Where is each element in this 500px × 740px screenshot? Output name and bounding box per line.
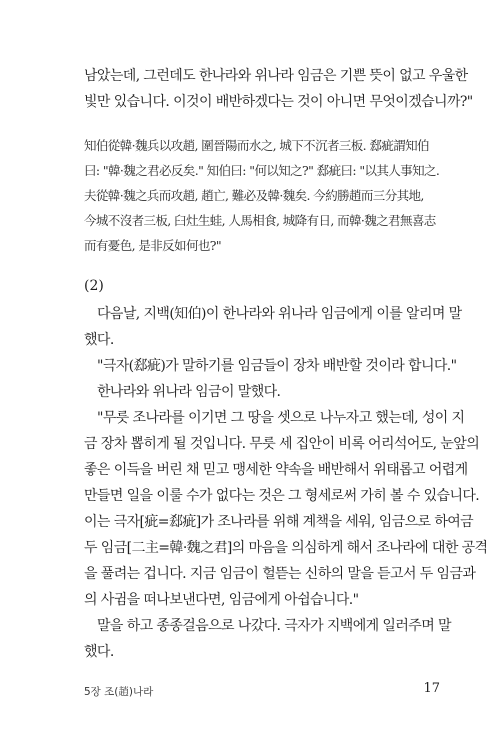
translation-line: "극자(郄疵)가 말하기를 임금들이 장차 배반할 것이라 합니다." (97, 358, 457, 374)
translation-block (84, 301, 488, 665)
translation-line: 금 장차 뽑히게 될 것입니다. 무릇 세 집안이 비록 어리석어도, 눈앞의 (84, 436, 480, 452)
original-line: 而有憂色, 是非反如何也?" (84, 238, 221, 253)
section-number: (2) (84, 278, 104, 294)
running-footer-chapter: 5장 조(趙)나라 (84, 686, 154, 698)
text-line: 빛만 있습니다. 이것이 배반하겠다는 것이 아니면 무엇이겠습니까?" (84, 94, 473, 110)
translation-line: 두 임금[二主=韓·魏之君]의 마음을 의심하게 해서 조나라에 대한 공격 (84, 540, 488, 556)
intro-paragraph (84, 63, 473, 115)
translation-line: 좋은 이득을 버린 채 믿고 맹세한 약속을 배반해서 위태롭고 어렵게 (84, 462, 468, 478)
original-line: 今城不沒者三板, 臼灶生蛙, 人馬相食, 城降有日, 而韓·魏之君無喜志 (84, 213, 436, 228)
translation-line: 만들면 일을 이룰 수가 없다는 것은 그 형세로써 가히 볼 수 있습니다. (84, 488, 480, 504)
translation-line: 이는 극자[疵=郄疵]가 조나라를 위해 계책을 세워, 임금으로 하여금 (84, 514, 474, 530)
original-line: 曰: "韓·魏之君必反矣." 知伯曰: "何以知之?" 郄疵曰: "以其人事知之. (84, 163, 440, 178)
translation-line: 말을 하고 종종걸음으로 나갔다. 극자가 지백에게 일러주며 말 (97, 618, 451, 634)
original-text-block (84, 133, 442, 258)
translation-line: 한나라와 위나라 임금이 말했다. (97, 384, 281, 400)
translation-line: 했다. (84, 644, 114, 660)
translation-line: 했다. (84, 332, 114, 348)
original-line: 夫從韓·魏之兵而攻趙, 趙亡, 難必及韓·魏矣. 今約勝趙而三分其地, (84, 188, 424, 203)
translation-line: 의 사귐을 떠나보낸다면, 임금에게 아쉽습니다." (84, 592, 359, 608)
translation-line: 다음날, 지백(知伯)이 한나라와 위나라 임금에게 이를 알리며 말 (97, 306, 462, 322)
text-line: 남았는데, 그런데도 한나라와 위나라 임금은 기쁜 뜻이 없고 우울한 (84, 68, 468, 84)
translation-line: 을 풀려는 겁니다. 지금 임금이 헐뜯는 신하의 말을 듣고서 두 임금과 (84, 566, 476, 582)
translation-line: "무릇 조나라를 이기면 그 땅을 셋으로 나누자고 했는데, 성이 지 (97, 410, 465, 426)
page-number: 17 (423, 681, 440, 696)
original-line: 知伯從韓·魏兵以攻趙, 圍晉陽而水之, 城下不沉者三板. 郄疵謂知伯 (84, 138, 429, 153)
